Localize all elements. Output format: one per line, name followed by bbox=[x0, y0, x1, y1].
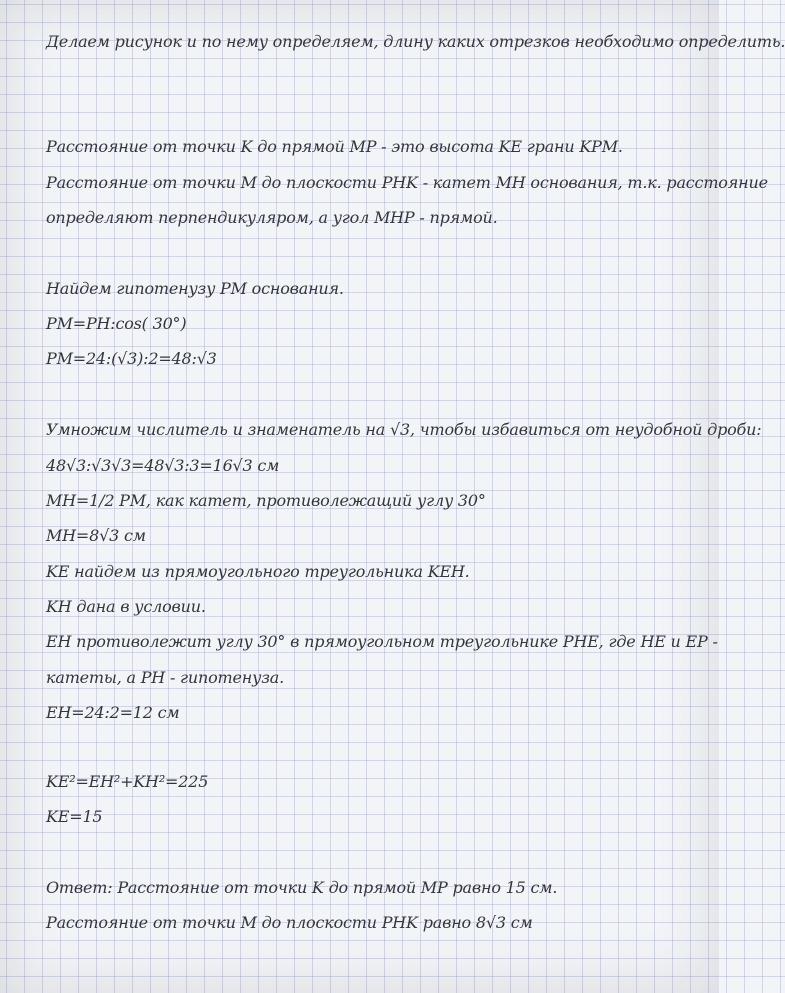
text-line-kh-given: KH дана в условии. bbox=[46, 597, 206, 616]
text-line-legs: катеты, а PH - гипотенуза. bbox=[46, 668, 284, 687]
text-line-ke-find: KE найдем из прямоугольного треугольника KEH. bbox=[46, 562, 470, 581]
text-line-distance-k: Расстояние от точки K до прямой MP - это высота KE грани KPM. bbox=[46, 137, 623, 156]
text-line-intro: Делаем рисунок и по нему определяем, длину каких отрезков необходимо определить. bbox=[46, 32, 785, 51]
text-line-eh-value: EH=24:2=12 cм bbox=[46, 703, 180, 722]
text-line-pm-result: 48√3:√3√3=48√3:3=16√3 cм bbox=[46, 456, 280, 475]
text-line-mh-half: MH=1/2 PM, как катет, противолежащий углу 30° bbox=[46, 491, 486, 510]
text-line-find-pm: Найдем гипотенузу PM основания. bbox=[46, 279, 344, 298]
text-line-pm-formula: PM=PH:cos( 30°) bbox=[46, 314, 187, 333]
text-line-pm-value: PM=24:(√3):2=48:√3 bbox=[46, 349, 217, 368]
text-line-answer-k: Ответ: Расстояние от точки K до прямой MP равно 15 см. bbox=[46, 878, 558, 897]
text-line-ke-squared: KE²=EH²+KH²=225 bbox=[46, 772, 209, 791]
text-line-mh-value: MH=8√3 cм bbox=[46, 526, 146, 545]
text-line-distance-m: Расстояние от точки M до плоскости PHK - катет MH основания, т.к. расстояние bbox=[46, 173, 768, 192]
text-line-rationalize: Умножим числитель и знаменатель на √3, чтобы избавиться от неудобной дроби: bbox=[46, 420, 762, 439]
text-line-perpendicular: определяют перпендикуляром, а угол MHP - прямой. bbox=[46, 208, 498, 227]
text-line-ke-value: KE=15 bbox=[46, 807, 103, 826]
text-line-answer-m: Расстояние от точки M до плоскости PHK равно 8√3 см bbox=[46, 913, 533, 932]
text-line-eh-opposite: EH противолежит углу 30° в прямоугольном треугольнике PHE, где HE и EP - bbox=[46, 632, 718, 651]
